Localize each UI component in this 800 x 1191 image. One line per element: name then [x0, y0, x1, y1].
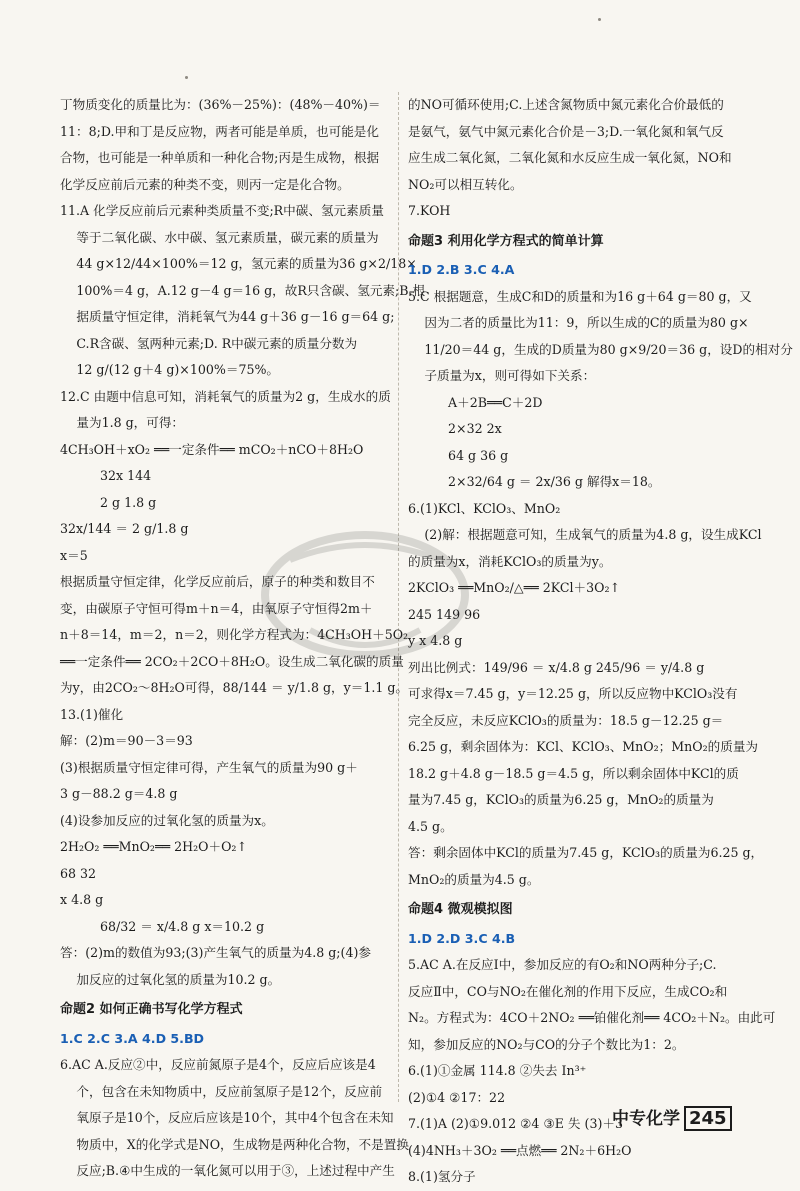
text-line: 变，由碳原子守恒可得m＋n＝4，由氧原子守恒得2m＋: [60, 600, 373, 616]
text-line: 完全反应，未反应KClO₃的质量为：18.5 g－12.25 g＝: [408, 712, 724, 728]
text-line: 加反应的过氧化氢的质量为10.2 g。: [76, 971, 281, 987]
text-line: 知，参加反应的NO₂与CO的分子个数比为1：2。: [408, 1036, 685, 1052]
text-line: 100%＝4 g，A.12 g－4 g＝16 g，故R只含碳、氢元素;B.根: [76, 282, 426, 298]
text-line: MnO₂的质量为4.5 g。: [408, 871, 540, 887]
page-number: 245: [684, 1106, 732, 1131]
equation-row: y x 4.8 g: [408, 633, 463, 648]
text-line: 量为7.45 g，KClO₃的质量为6.25 g，MnO₂的质量为: [408, 792, 714, 807]
text-line: 11/20＝44 g，生成的D质量为80 g×9/20＝36 g，设D的相对分: [424, 341, 793, 357]
text-line: 等于二氧化碳、水中碳、氢元素质量，碳元素的质量为: [76, 229, 379, 245]
equation-row: 32x 144: [100, 468, 152, 483]
section-heading: 命题4 微观模拟图: [408, 902, 513, 917]
text-line: 11：8;D.甲和丁是反应物，两者可能是单质，也可能是化: [60, 123, 379, 139]
section-heading: 命题2 如何正确书写化学方程式: [60, 1002, 243, 1017]
text-line: 应生成二氧化氮，二氧化氮和水反应生成一氧化氮，NO和: [408, 150, 732, 165]
answer-row: 1.C 2.C 3.A 4.D 5.BD: [60, 1030, 205, 1046]
answer-row: 1.D 2.D 3.C 4.B: [408, 930, 516, 946]
equation: x＝5: [60, 547, 88, 563]
text-line: (2)解：根据题意可知，生成氧气的质量为4.8 g，设生成KCl: [424, 527, 762, 542]
text-line: 的NO可循环使用;C.上述含氮物质中氮元素化合价最低的: [408, 97, 724, 112]
equation-row: 2×32 2x: [448, 421, 502, 436]
text-line: 反应Ⅱ中，CO与NO₂在催化剂的作用下反应，生成CO₂和: [408, 983, 728, 999]
equation: 68/32 ＝ x/4.8 g x＝10.2 g: [100, 918, 265, 934]
text-line: 据质量守恒定律，消耗氧气为44 g＋36 g－16 g＝64 g;: [76, 309, 395, 324]
text-line: (3)根据质量守恒定律可得，产生氧气的质量为90 g＋: [60, 759, 358, 775]
answer-7: 7.(1)A (2)①9.012 ②4 ③E 失 (3)＋3: [408, 1116, 623, 1131]
text-line: 答：剩余固体中KCl的质量为7.45 g，KClO₃的质量为6.25 g，: [408, 845, 764, 860]
equation: 32x/144 ＝ 2 g/1.8 g: [60, 521, 189, 536]
answer-5: 5.C 根据题意，生成C和D的质量和为16 g＋64 g＝80 g，又: [408, 288, 752, 304]
text-line: ══一定条件══ 2CO₂＋2CO＋8H₂O。设生成二氧化碳的质量: [60, 653, 404, 669]
answer-11: 11.A 化学反应前后元素种类质量不变;R中碳、氢元素质量: [60, 203, 384, 218]
answer-row: 1.D 2.B 3.C 4.A: [408, 262, 515, 277]
text-line: 是氨气，氨气中氮元素化合价是－3;D.一氧化氮和氧气反: [408, 123, 724, 139]
text-line: n＋8＝14，m＝2，n＝2，则化学方程式为：4CH₃OH＋5O₂: [60, 627, 409, 642]
text-line: 18.2 g＋4.8 g－18.5 g＝4.5 g，所以剩余固体中KCl的质: [408, 765, 739, 781]
equation: (4)4NH₃＋3O₂ ══点燃══ 2N₂＋6H₂O: [408, 1142, 632, 1158]
text-line: 化学反应前后元素的种类不变，则丙一定是化合物。: [60, 176, 350, 192]
text-line: C.R含碳、氢两种元素;D. R中碳元素的质量分数为: [76, 335, 358, 351]
text-line: 的质量为x，消耗KClO₃的质量为y。: [408, 553, 612, 569]
text-line: 答：(2)m的数值为93;(3)产生氧气的质量为4.8 g;(4)参: [60, 945, 371, 960]
answer-6: 6.(1)①金属 114.8 ②失去 In³⁺: [408, 1063, 587, 1078]
answer-12: 12.C 由题中信息可知，消耗氧气的质量为2 g，生成水的质: [60, 388, 391, 404]
equation: 4CH₃OH＋xO₂ ══一定条件══ mCO₂＋nCO＋8H₂O: [60, 441, 364, 457]
left-column: [60, 92, 426, 1185]
equation-row: 64 g 36 g: [448, 447, 509, 463]
text-line: 4.5 g。: [408, 818, 453, 834]
equation-row: 68 32: [60, 865, 97, 881]
text-line: 个，包含在未知物质中，反应前氢原子是12个，反应前: [76, 1083, 383, 1099]
text-line: 6.25 g，剩余固体为：KCl、KClO₃、MnO₂；MnO₂的质量为: [408, 739, 759, 754]
text-line: 解：(2)m＝90－3＝93: [60, 733, 193, 748]
equation-row: 2 g 1.8 g: [100, 494, 157, 510]
text-line: 氧原子是10个，反应后应该是10个，其中4个包含在未知: [76, 1110, 394, 1125]
answer-5: 5.AC A.在反应Ⅰ中，参加反应的有O₂和NO两种分子;C.: [408, 957, 717, 972]
text-line: 量为1.8 g，可得：: [76, 415, 185, 430]
text-line: (2)①4 ②17：22: [408, 1089, 506, 1105]
right-column: [408, 92, 793, 1191]
text-line: 根据质量守恒定律，化学反应前后，原子的种类和数目不: [60, 574, 375, 589]
page-footer: [612, 1104, 732, 1129]
answer-8: 8.(1)氢分子: [408, 1169, 476, 1184]
column-divider: [398, 92, 399, 1102]
answer-6: 6.AC A.反应②中，反应前氮原子是4个，反应后应该是4: [60, 1057, 376, 1072]
equation: 2KClO₃ ══MnO₂/△══ 2KCl＋3O₂↑: [408, 580, 621, 595]
text-line: N₂。方程式为：4CO＋2NO₂ ══铂催化剂══ 4CO₂＋N₂。由此可: [408, 1010, 776, 1025]
section-heading: 命题3 利用化学方程式的简单计算: [408, 233, 604, 249]
equation-row: 245 149 96: [408, 606, 481, 622]
text-line: NO₂可以相互转化。: [408, 176, 523, 192]
text-line: 12 g/(12 g＋4 g)×100%＝75%。: [76, 362, 280, 377]
equation-row: x 4.8 g: [60, 892, 104, 907]
text-line: 合物，也可能是一种单质和一种化合物;丙是生成物，根据: [60, 150, 380, 165]
equation: 2H₂O₂ ══MnO₂══ 2H₂O＋O₂↑: [60, 839, 248, 854]
footer-subject: 中专化学: [612, 1109, 680, 1129]
text-line: 可求得x＝7.45 g，y＝12.25 g，所以反应物中KClO₃没有: [408, 686, 738, 701]
equation: 2×32/64 g ＝ 2x/36 g 解得x＝18。: [448, 474, 661, 489]
equation: A＋2B══C＋2D: [448, 394, 543, 410]
text-line: 物质中，X的化学式是NO，生成物是两种化合物，不是置换: [76, 1136, 409, 1152]
text-line: 丁物质变化的质量比为：(36%－25%)：(48%－40%)＝: [60, 97, 381, 112]
answer-7: 7.KOH: [408, 203, 451, 218]
text-line: 为y，由2CO₂～8H₂O可得，88/144 ＝ y/1.8 g，y＝1.1 g。: [60, 680, 409, 695]
text-line: 因为二者的质量比为11：9，所以生成的C的质量为80 g×: [424, 315, 749, 330]
text-line: 44 g×12/44×100%＝12 g，氢元素的质量为36 g×2/18×: [76, 256, 417, 271]
text-line: 子质量为x，则可得如下关系：: [424, 368, 596, 383]
equation: 列出比例式：149/96 ＝ x/4.8 g 245/96 ＝ y/4.8 g: [408, 659, 705, 675]
text-line: (4)设参加反应的过氧化氢的质量为x。: [60, 812, 274, 828]
answer-13: 13.(1)催化: [60, 706, 124, 722]
text-line: 反应;B.④中生成的一氧化氮可以用于③，上述过程中产生: [76, 1163, 395, 1178]
answer-6: 6.(1)KCl、KClO₃、MnO₂: [408, 500, 561, 516]
text-line: 3 g－88.2 g＝4.8 g: [60, 786, 178, 801]
